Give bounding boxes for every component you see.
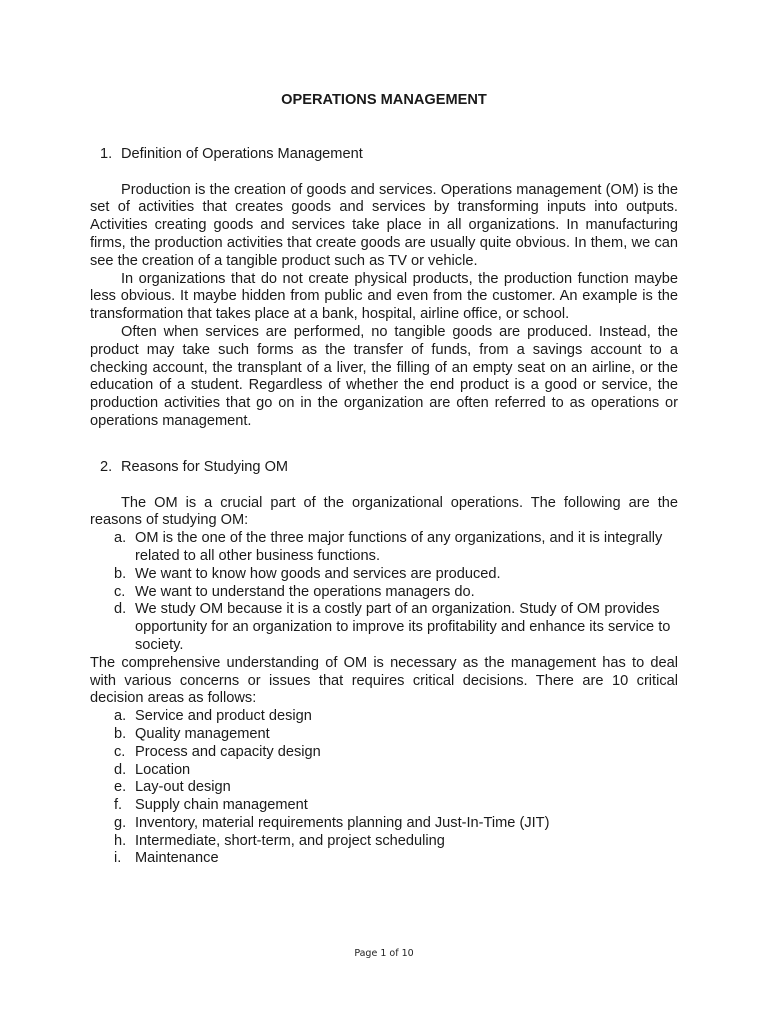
section-title: Reasons for Studying OM [121, 458, 289, 475]
list-marker: d. [114, 761, 127, 778]
list-item-text: Intermediate, short-term, and project scheduling [135, 832, 445, 849]
list-item-text: We study OM because it is a costly part of an organization. Study of OM provides opportunity for an organization to improve its profitability and enhance its service to society. [135, 601, 671, 653]
list-item [90, 833, 678, 851]
list-item-text: Lay-out design [135, 779, 231, 796]
list-item [90, 584, 678, 602]
document-body [90, 92, 678, 868]
list-item-text: Location [135, 761, 191, 778]
list-item [90, 744, 678, 762]
paragraph: Often when services are performed, no tangible goods are produced. Instead, the product may take such forms as the transfer of funds, from a savings account to a checking account, the transplant of a liver, the filling of an empty seat on an airline, or the education of a student. Regardless of whether the end product is a good or service, the production activities that go on in the organization are often referred to as operations or operations management. [90, 323, 678, 429]
paragraph: In organizations that do not create physical products, the production function maybe less obvious. It maybe hidden from public and even from the customer. An example is the transformation that takes place at a bank, hospital, airline office, or school. [90, 270, 678, 323]
list-marker: i. [114, 850, 122, 867]
page-footer: Page 1 of 10 [354, 948, 414, 959]
list-marker: h. [114, 832, 127, 849]
list-marker: g. [114, 814, 127, 831]
list-item [90, 726, 678, 744]
list-item-text: We want to know how goods and services are produced. [135, 565, 501, 582]
reasons-list [90, 530, 678, 655]
list-marker: c. [114, 743, 126, 760]
list-item [90, 708, 678, 726]
list-item [90, 762, 678, 780]
list-item-text: Supply chain management [135, 797, 308, 814]
list-item [90, 566, 678, 584]
list-item [90, 815, 678, 833]
list-item-text: Service and product design [135, 708, 312, 725]
paragraph: The comprehensive understanding of OM is necessary as the management has to deal with various concerns or issues that requires critical decisions. There are 10 critical decision areas as follows: [90, 654, 678, 707]
list-marker: c. [114, 583, 126, 600]
paragraph: Production is the creation of goods and services. Operations management (OM) is the set of activities that creates goods and services by transforming inputs into outputs. Activities creating goods and services take place in all organizations. In manufacturing firms, the production activities that create goods are usually quite obvious. In them, we can see the creation of a tangible product such as TV or vehicle. [90, 181, 678, 269]
list-item [90, 779, 678, 797]
list-marker: b. [114, 725, 127, 742]
list-marker: f. [114, 797, 123, 814]
list-marker: a. [114, 530, 127, 547]
list-item [90, 797, 678, 815]
list-item-text: OM is the one of the three major functions of any organizations, and it is integrally related to all other business functions. [135, 530, 663, 564]
list-marker: d. [114, 601, 127, 618]
section-number: 2. [100, 458, 113, 475]
list-item-text: We want to understand the operations managers do. [135, 583, 475, 600]
list-item-text: Maintenance [135, 850, 219, 867]
list-marker: e. [114, 779, 127, 796]
section-heading-2 [90, 459, 678, 477]
decision-areas-list [90, 708, 678, 868]
list-item-text: Inventory, material requirements planning and Just-In-Time (JIT) [135, 814, 550, 831]
list-marker: b. [114, 565, 127, 582]
section-title: Definition of Operations Management [121, 145, 363, 162]
list-item [90, 850, 678, 868]
page-title: OPERATIONS MANAGEMENT [281, 92, 487, 108]
section-heading-1 [90, 146, 678, 164]
paragraph: The OM is a crucial part of the organizational operations. The following are the reasons of studying OM: [90, 494, 678, 529]
list-item-text: Quality management [135, 725, 270, 742]
list-item [90, 601, 678, 654]
list-item-text: Process and capacity design [135, 743, 321, 760]
list-marker: a. [114, 708, 127, 725]
list-item [90, 530, 678, 566]
section-number: 1. [100, 145, 113, 162]
